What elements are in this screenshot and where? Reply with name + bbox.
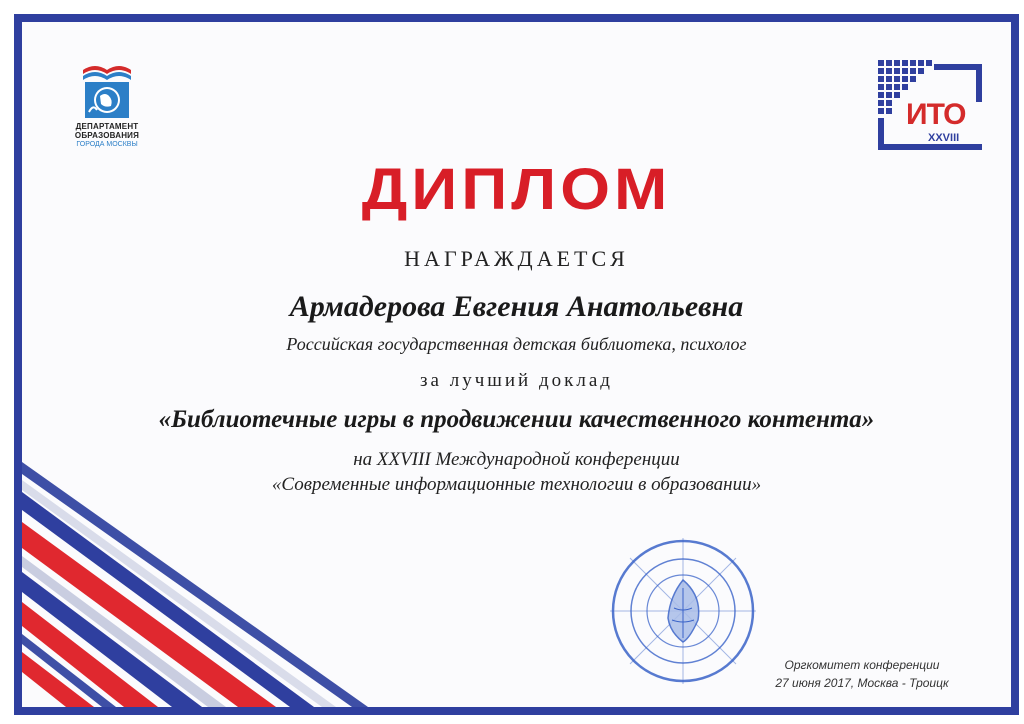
ito-logo bbox=[870, 52, 990, 152]
recipient-organization: Российская государственная детская библиотека, психолог bbox=[286, 334, 747, 354]
logo-line-3: ГОРОДА МОСКВЫ bbox=[76, 141, 138, 148]
signature-line-2: 27 июня 2017, Москва - Троицк bbox=[775, 676, 949, 690]
logo-line-2: ОБРАЗОВАНИЯ bbox=[74, 131, 140, 140]
book-globe-icon bbox=[79, 60, 135, 122]
award-reason: за лучший доклад bbox=[420, 370, 613, 391]
report-title: «Библиотечные игры в продвижении качественного контента» bbox=[158, 406, 875, 433]
conference-line-1: на XXVIII Международной конференции bbox=[353, 449, 680, 470]
official-stamp bbox=[610, 538, 756, 684]
diploma-title: ДИПЛОМ bbox=[361, 155, 672, 223]
conference-line-2: «Современные информационные технологии в образовании» bbox=[271, 474, 762, 495]
ito-title: ИТО bbox=[906, 98, 966, 131]
logo-line-1: ДЕПАРТАМЕНТ bbox=[75, 122, 139, 131]
decorative-stripes bbox=[22, 22, 1011, 707]
department-logo bbox=[62, 60, 152, 149]
recipient-name: Армадерова Евгения Анатольевна bbox=[289, 290, 744, 323]
signature-line-1: Оргкомитет конференции bbox=[784, 658, 940, 672]
ito-subtitle: XXVIII bbox=[928, 132, 960, 144]
awarded-label: НАГРАЖДАЕТСЯ bbox=[404, 246, 629, 271]
diploma-frame bbox=[14, 14, 1019, 715]
